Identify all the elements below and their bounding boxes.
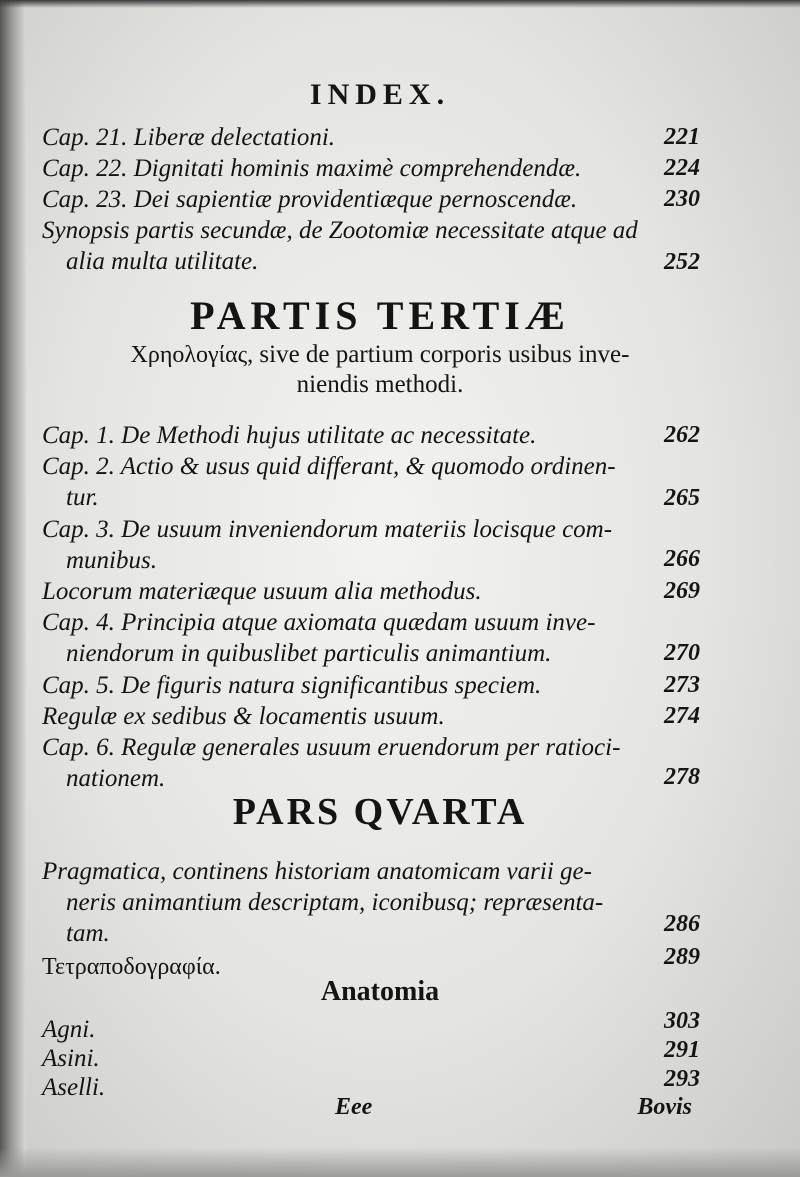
entry-text: Cap. 6. Regulæ generales usuum eruendorum per ratioci-	[42, 734, 621, 761]
index-entry	[42, 1043, 698, 1074]
index-entry	[42, 153, 698, 184]
subtitle-line-1: sive de partium corporis usibus inve-	[259, 341, 630, 368]
page-number: 293	[664, 1066, 700, 1092]
entry-text: Cap. 23. Dei sapientiæ providentiæque pernoscendæ.	[42, 186, 578, 213]
subtitle-greek: Χρηολογίας,	[130, 342, 254, 368]
index-entry	[42, 514, 698, 576]
page-number: 270	[664, 640, 700, 666]
entry-continuation: neris animantium descriptam, iconibusq; repræsenta-	[66, 889, 604, 916]
subheading-anatomia: Anatomia	[320, 976, 440, 1007]
entry-continuation: tam.	[66, 920, 110, 947]
page-number: 262	[664, 422, 700, 448]
index-entry	[42, 607, 698, 669]
index-entry	[42, 215, 698, 277]
index-entry	[42, 122, 698, 153]
entry-text: Regulæ ex sedibus & locamentis usuum.	[42, 703, 445, 730]
page-number: 274	[664, 703, 700, 729]
entry-text: Cap. 21. Liberæ delectationi.	[42, 124, 336, 151]
index-entry-greek: Τετραποδογραφία.	[42, 954, 221, 980]
section-subtitle-line-2: niendis methodi.	[296, 371, 464, 398]
top-edge-shadow	[0, 0, 800, 8]
index-entry	[42, 670, 698, 701]
page-number: 286	[664, 911, 700, 937]
index-entry	[42, 1014, 698, 1045]
entry-continuation: munibus.	[66, 547, 157, 574]
page-number: 266	[664, 546, 700, 572]
entry-text: Pragmatica, continens historiam anatomicam varii ge-	[42, 858, 592, 885]
entry-continuation: alia multa utilitate.	[66, 248, 259, 275]
catchword: Bovis	[637, 1094, 692, 1120]
entry-continuation: niendorum in quibuslibet particulis animantium.	[66, 640, 552, 667]
page-number: 269	[664, 578, 700, 604]
entry-continuation: tur.	[66, 484, 99, 511]
page-number: 224	[664, 155, 700, 181]
section-heading-partis-tertiae: PARTIS TERTIÆ	[190, 293, 570, 338]
page-number: 291	[664, 1037, 700, 1063]
page-number: 265	[664, 485, 700, 511]
index-entry	[42, 856, 698, 949]
index-entry	[42, 420, 698, 451]
page-number: 221	[664, 124, 700, 150]
entry-text: Cap. 3. De usuum inveniendorum materiis locisque com-	[42, 516, 613, 543]
index-entry	[42, 184, 698, 215]
page-number: 278	[664, 764, 700, 790]
index-entry	[42, 701, 698, 732]
page-number: 252	[664, 249, 700, 275]
page-number: 230	[664, 186, 700, 212]
index-entry	[42, 732, 698, 794]
signature-mark: Eee	[335, 1094, 373, 1120]
entry-text: Cap. 22. Dignitati hominis maximè comprehendendæ.	[42, 155, 582, 182]
section-subtitle	[80, 340, 680, 370]
entry-text: Asini.	[42, 1045, 100, 1072]
bottom-edge-shadow	[0, 1147, 800, 1177]
entry-text: Agni.	[42, 1016, 96, 1043]
entry-text: Cap. 5. De figuris natura significantibus speciem.	[42, 672, 542, 699]
entry-text: Synopsis partis secundæ, de Zootomiæ necessitate atque ad	[42, 217, 638, 244]
page-number: 289	[664, 944, 700, 970]
entry-text: Aselli.	[42, 1074, 106, 1101]
page-number: 303	[664, 1008, 700, 1034]
entry-text: Cap. 2. Actio & usus quid differant, & quomodo ordinen-	[42, 453, 616, 480]
entry-text: Cap. 4. Principia atque axiomata quædam usuum inve-	[42, 609, 596, 636]
entry-continuation: nationem.	[66, 765, 166, 792]
index-entry	[42, 451, 698, 513]
running-head: INDEX.	[309, 78, 451, 111]
page-number: 273	[664, 672, 700, 698]
entry-text: Cap. 1. De Methodi hujus utilitate ac necessitate.	[42, 422, 537, 449]
section-heading-pars-quarta: PARS QVARTA	[232, 791, 528, 833]
index-entry	[42, 576, 698, 607]
entry-text: Locorum materiæque usuum alia methodus.	[42, 578, 482, 605]
